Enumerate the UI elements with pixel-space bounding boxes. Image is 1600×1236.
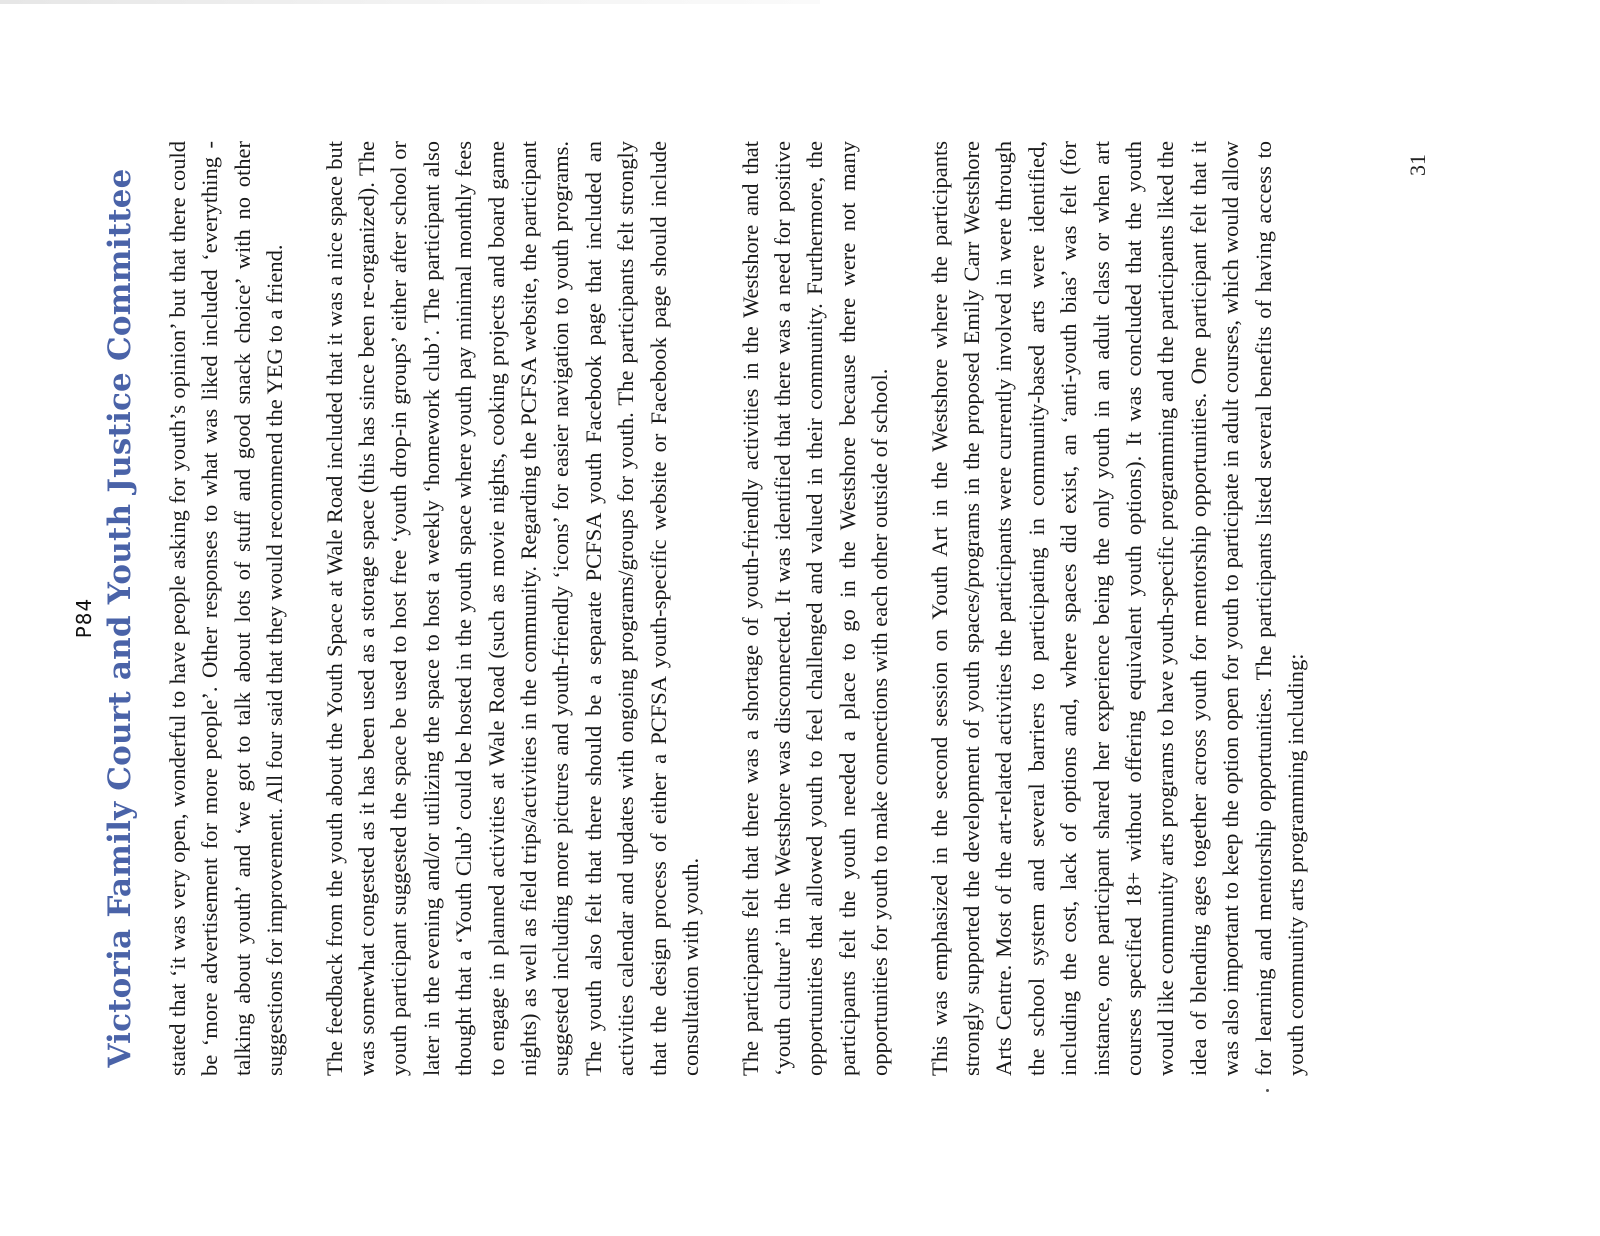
paragraph-2: The feedback from the youth about the Youth Space at Wale Road included that it was a nice space but was somewhat congested as it has been used as a storage space (this has since been re-organized). The youth participant suggested the space be used to host free ‘youth drop-in groups’ either after school or later in the evening and/or utilizing the space to host a weekly ‘homework club’. The participant also thought that a ‘Youth Club’ could be hosted in the youth space where youth pay minimal monthly fees to engage in planned activities at Wale Road (such as movie nights, cooking projects and board game nights) as well as field trips/activities in the community. Regarding the PCFSA website, the participant suggested including more pictures and youth-friendly ‘icons’ for easier navigation to youth programs. The youth also felt that there should be a separate PCFSA youth Facebook page that included an activities calendar and updates with ongoing programs/groups for youth. The participants felt strongly that the design process of either a PCFSA youth-specific website or Facebook page should include consultation with youth. [321, 141, 704, 1076]
paragraph-4: This was emphasized in the second session on Youth Art in the Westshore where the participants strongly supported the development of youth spaces/programs in the proposed Emily Carr Westshore Arts Centre. Most of the art-related activities the participants were currently involved in were through the school system and several barriers to participating in community-based arts were identified, including the cost, lack of options and, where spaces did exist, an ‘anti-youth bias’ was felt (for instance, one participant shared her experience being the only youth in an adult class or when art courses specified 18+ without offering equivalent youth options). It was concluded that the youth would like community arts programs to have youth-specific programming and the participants liked the idea of blending ages together across youth for mentorship opportunities. One participant felt that it was also important to keep the option open for youth to participate in adult courses, which would allow for learning and mentorship opportunities. The participants listed several benefits of having access to youth community arts programming including: [926, 141, 1308, 1076]
paragraph-3: The participants felt that there was a shortage of youth-friendly activities in the Westshore and that ‘youth culture’ in the Westshore was disconnected. It was identified that there was a need for positive opportunities that allowed youth to feel challenged and valued in their community. Furthermore, the participants felt the youth needed a place to go in the Westshore because there were not many opportunities for youth to make connections with each other outside of school. [737, 141, 893, 1076]
page-code: P84 [72, 597, 96, 639]
page-header-title: Victoria Family Court and Youth Justice Committee [102, 168, 138, 1068]
paragraph-1: stated that ‘it was very open, wonderful to have people asking for youth’s opinion’ but that there could be ‘more advertisement for more people’. Other responses to what was liked included ‘everything - talking about youth’ and ‘we got to talk about lots of stuff and good snack choice’ with no other suggestions for improvement. All four said that they would recommend the YEG to a friend. [165, 141, 288, 1076]
body-text [162, 141, 1339, 1076]
page-number: 31 [1405, 154, 1430, 176]
